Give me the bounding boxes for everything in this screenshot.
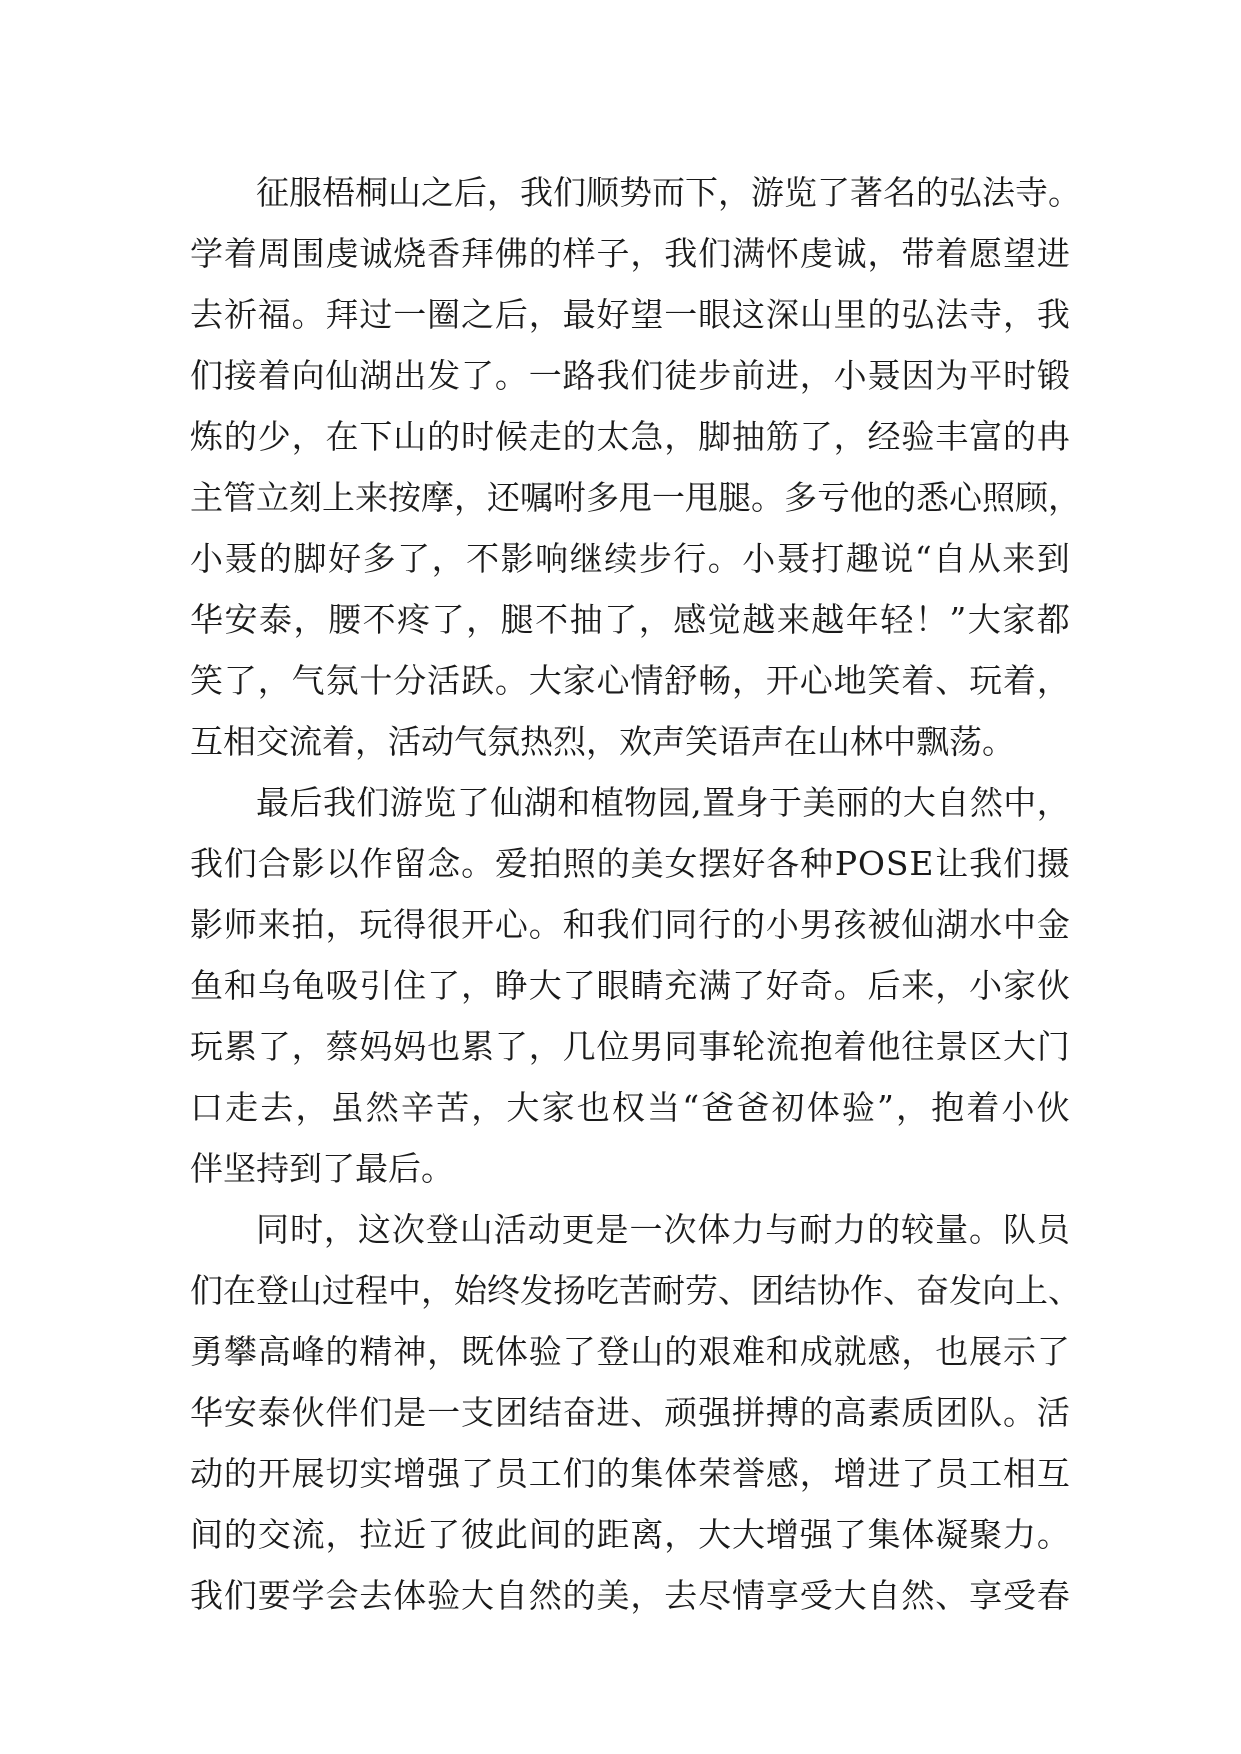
text-line: 伴坚持到了最后。 [190,1149,454,1188]
text-line: 玩 累 了 ， 蔡 妈 妈 也 累 了 ， 几 位 男 同 事 轮 流 抱 着 他 往 景 区 大 门 [190,1027,1070,1066]
text-line: 征 服 梧 桐 山 之 后 ， 我 们 顺 势 而 下 ， 游 览 了 著 名 的 弘 法 寺 。 [256,173,1081,212]
text-line: 主 管 立 刻 上 来 按 摩 ， 还 嘱 咐 多 甩 一 甩 腿 。 多 亏 他 的 悉 心 照 顾 ， [190,478,1081,517]
text-line: 间 的 交 流 ， 拉 近 了 彼 此 间 的 距 离 ， 大 大 增 强 了 集 体 凝 聚 力 。 [190,1515,1070,1554]
text-line: 鱼 和 乌 龟 吸 引 住 了 ， 睁 大 了 眼 睛 充 满 了 好 奇 。 后 来 ， 小 家 伙 [190,966,1070,1005]
text-line: 影 师 来 拍 ， 玩 得 很 开 心 。 和 我 们 同 行 的 小 男 孩 被 仙 湖 水 中 金 [190,905,1070,944]
text-line: 互相交流着，活动气氛热烈，欢声笑语声在山林中飘荡。 [190,722,1015,761]
text-line: 们 接 着 向 仙 湖 出 发 了 。 一 路 我 们 徒 步 前 进 ， 小 聂 因 为 平 时 锻 [190,356,1070,395]
text-line: 炼 的 少 ， 在 下 山 的 时 候 走 的 太 急 ， 脚 抽 筋 了 ， 经 验 丰 富 的 冉 [190,417,1070,456]
text-line: 我 们 合 影 以 作 留 念 。 爱 拍 照 的 美 女 摆 好 各 种 P O S E 让 我 们 摄 [190,844,1070,883]
body-text [190,162,1081,1626]
text-line: 去 祈 福 。 拜 过 一 圈 之 后 ， 最 好 望 一 眼 这 深 山 里 的 弘 法 寺 ， 我 [190,295,1070,334]
text-line: 我 们 要 学 会 去 体 验 大 自 然 的 美 ， 去 尽 情 享 受 大 自 然 、 享 受 春 [190,1576,1070,1615]
text-line: 笑 了 ， 气 氛 十 分 活 跃 。 大 家 心 情 舒 畅 ， 开 心 地 笑 着 、 玩 着 ， [190,661,1070,700]
text-line: 小 聂 的 脚 好 多 了 ， 不 影 响 继 续 步 行 。 小 聂 打 趣 说 “ 自 从 来 到 [190,539,1070,578]
text-line: 学 着 周 围 虔 诚 烧 香 拜 佛 的 样 子 ， 我 们 满 怀 虔 诚 ， 带 着 愿 望 进 [190,234,1070,273]
text-line: 动 的 开 展 切 实 增 强 了 员 工 们 的 集 体 荣 誉 感 ， 增 进 了 员 工 相 互 [190,1454,1070,1493]
text-line: 勇 攀 高 峰 的 精 神 ， 既 体 验 了 登 山 的 艰 难 和 成 就 感 ， 也 展 示 了 [190,1332,1070,1371]
text-line: 们 在 登 山 过 程 中 ， 始 终 发 扬 吃 苦 耐 劳 、 团 结 协 作 、 奋 发 向 上 、 [190,1271,1081,1310]
text-line: 同 时 ， 这 次 登 山 活 动 更 是 一 次 体 力 与 耐 力 的 较 量 。 队 员 [256,1210,1070,1249]
text-line: 口 走 去 ， 虽 然 辛 苦 ， 大 家 也 权 当 “ 爸 爸 初 体 验 ” ， 抱 着 小 伙 [190,1088,1070,1127]
text-line: 华 安 泰 ， 腰 不 疼 了 ， 腿 不 抽 了 ， 感 觉 越 来 越 年 轻 ！ ” 大 家 都 [190,600,1070,639]
text-line: 最 后 我 们 游 览 了 仙 湖 和 植 物 园 , 置 身 于 美 丽 的 大 自 然 中 ， [256,783,1070,822]
text-line: 华 安 泰 伙 伴 们 是 一 支 团 结 奋 进 、 顽 强 拼 搏 的 高 素 质 团 队 。 活 [190,1393,1070,1432]
